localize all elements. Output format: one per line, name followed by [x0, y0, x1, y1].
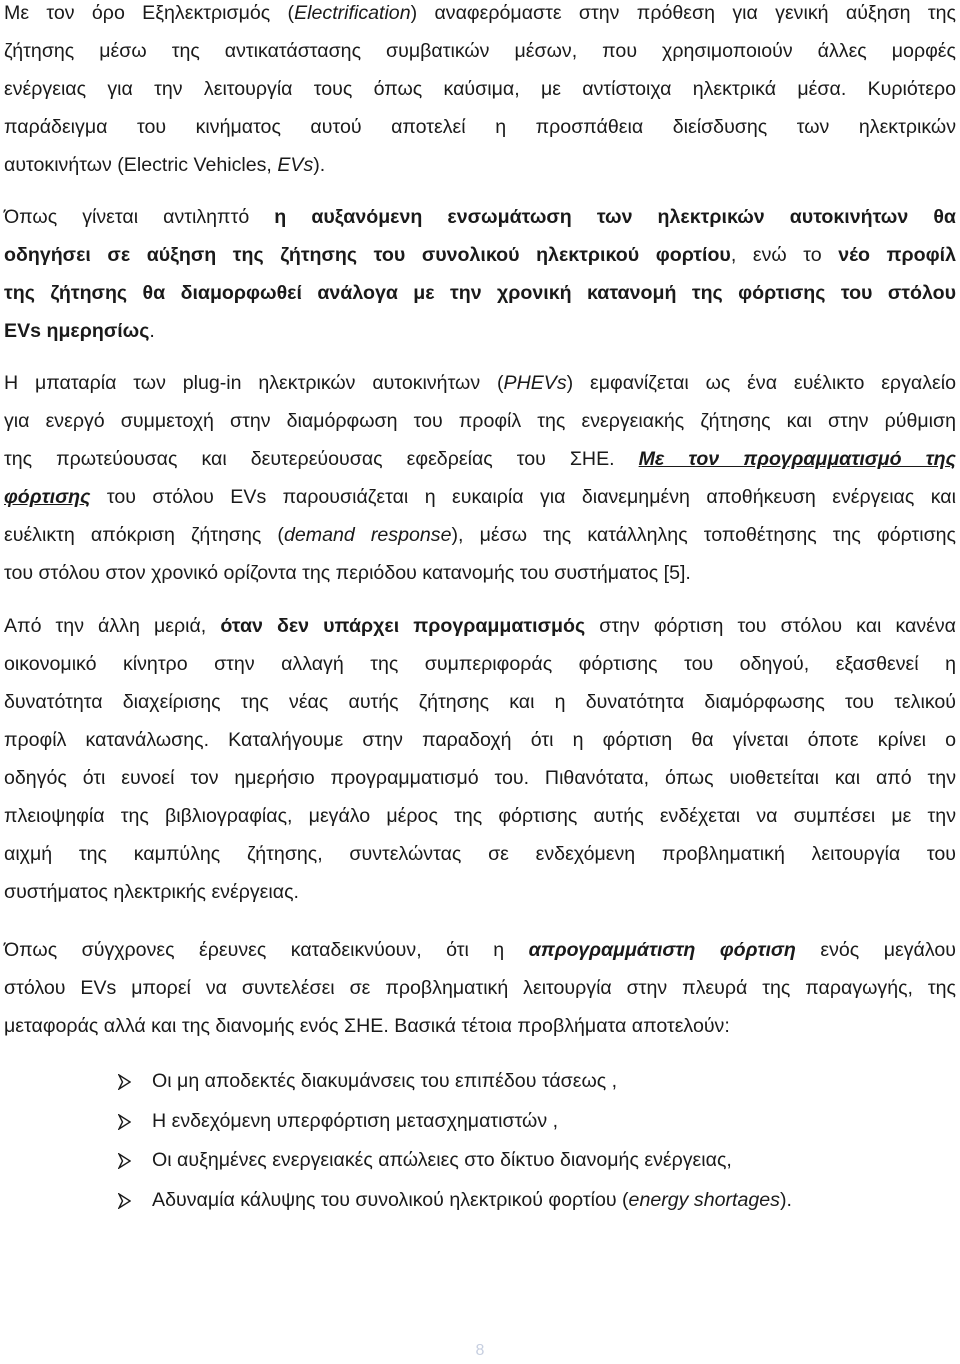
paragraph-unscheduled-charging — [4, 931, 956, 1045]
paragraph-electrification — [4, 0, 956, 184]
text-run: Η ενδεχόμενη υπερφόρτιση μετασχηματιστών , — [152, 1109, 559, 1132]
text-run: οδηγήσει σε αύξηση της ζήτησης του συνολικού ηλεκτρικού φορτίου — [4, 244, 731, 266]
text-line — [4, 440, 956, 478]
text-run: αυτοκινήτων (Electric Vehicles, — [4, 154, 278, 176]
text-line — [4, 364, 956, 402]
text-run: απρογραμμάτιστη φόρτιση — [528, 939, 796, 961]
text-run: της ζήτησης θα διαμορφωθεί ανάλογα με την χρονική κατανομή της φόρτισης του στόλου — [4, 282, 956, 304]
text-line — [4, 0, 956, 32]
text-line — [4, 312, 956, 350]
text-run: Όπως σύγχρονες έρευνες καταδεικνύουν, ότι η — [4, 939, 529, 961]
text-line — [4, 554, 956, 592]
text-run: για ενεργό συμμετοχή στην διαμόρφωση του προφίλ της ενεργειακής ζήτησης και στην ρύθμιση — [4, 410, 956, 432]
text-run: ενός μεγάλου — [795, 939, 956, 961]
text-line — [4, 32, 956, 70]
text-line — [4, 236, 956, 274]
text-line — [4, 402, 956, 440]
text-line — [4, 759, 956, 797]
text-run: demand response — [283, 524, 452, 546]
text-run: energy shortages — [628, 1188, 780, 1211]
text-run: παράδειγμα του κινήματος αυτού αποτελεί η προσπάθεια διείσδυσης των ηλεκτρικών — [4, 116, 956, 138]
text-run: ενέργειας για την λειτουργία τους όπως καύσιμα, με αντίστοιχα ηλεκτρικά μέσα. Κυριότερο — [4, 78, 956, 100]
text-line — [4, 516, 956, 554]
arrowhead-bullet-icon — [118, 1193, 131, 1209]
text-run: EVs — [277, 154, 314, 176]
text-run: δυνατότητα διαχείρισης της νέας αυτής ζήτησης και η δυνατότητα διαμόρφωσης του τελικού — [4, 691, 956, 713]
text-line — [4, 873, 956, 911]
text-run: ). — [313, 154, 326, 176]
text-run: ) εμφανίζεται ως ένα ευέλικτο εργαλείο — [566, 372, 956, 394]
text-line — [4, 797, 956, 835]
text-run: ζήτησης μέσω της αντικατάστασης συμβατικών μέσων, που χρησιμοποιούν άλλες μορφές — [4, 40, 956, 62]
text-run: Οι μη αποδεκτές διακυμάνσεις του επιπέδου τάσεως , — [152, 1070, 618, 1092]
text-run: Electrification — [294, 2, 411, 24]
problem-list-item — [0, 1062, 960, 1102]
text-run: οδηγός ότι ευνοεί τον ημερήσιο προγραμματισμό του. Πιθανότατα, όπως υιοθετείται και από την — [4, 767, 956, 789]
text-run: οικονομικό κίνητρο στην αλλαγή της συμπεριφοράς φόρτισης του οδηγού, εξασθενεί η — [4, 653, 956, 675]
arrowhead-bullet-icon — [118, 1074, 131, 1090]
text-run: ευέλικτη απόκριση ζήτησης ( — [4, 524, 284, 546]
text-run: φόρτισης — [4, 486, 91, 508]
problem-list-item — [0, 1102, 960, 1142]
text-run: Οι αυξημένες ενεργειακές απώλειες στο δίκτυο διανομής ενέργειας, — [152, 1149, 732, 1171]
text-run: πλειοψηφία της βιβλιογραφίας, μεγάλο μέρος της φόρτισης αυτής ενδέχεται να συμπέσει με την — [4, 805, 956, 827]
text-line — [4, 274, 956, 312]
problem-list-item-text — [152, 1102, 558, 1142]
paragraph-no-scheduling — [4, 607, 956, 911]
text-run: του στόλου EVs παρουσιάζεται η ευκαιρία για διανεμημένη αποθήκευση ενέργειας και — [90, 486, 956, 508]
text-line — [4, 835, 956, 873]
text-line — [4, 478, 956, 516]
text-run: συστήματος ηλεκτρικής ενέργειας. — [4, 881, 299, 903]
text-line — [4, 969, 956, 1007]
text-line — [4, 198, 956, 236]
page-number: 8 — [475, 1342, 485, 1359]
text-run: μεταφοράς αλλά και της διανομής ενός ΣΗΕ. Βασικά τέτοια προβλήματα αποτελούν: — [4, 1015, 730, 1037]
text-run: ) αναφερόμαστε στην πρόθεση για γενική αύξηση της — [410, 2, 956, 24]
arrowhead-bullet-icon — [118, 1114, 131, 1130]
paragraph-ev-integration — [4, 198, 956, 350]
problem-list-item — [0, 1181, 960, 1221]
text-run: PHEVs — [503, 372, 567, 394]
text-run: Όπως γίνεται αντιληπτό — [4, 206, 275, 228]
text-run: της πρωτεύουσας και δευτερεύουσας εφεδρείας του ΣΗΕ. — [4, 448, 639, 470]
text-run: του στόλου στον χρονικό ορίζοντα της περιόδου κατανομής του συστήματος [5]. — [4, 562, 691, 584]
problem-list-item-text — [152, 1062, 617, 1102]
text-run: , ενώ το — [730, 244, 839, 266]
text-run: ). — [779, 1188, 792, 1211]
text-line — [4, 607, 956, 645]
text-line — [4, 1007, 956, 1045]
text-run: Από την άλλη μεριά, — [4, 615, 221, 637]
text-line — [4, 70, 956, 108]
text-run: όταν δεν υπάρχει προγραμματισμός — [220, 615, 586, 637]
text-run: νέο προφίλ — [838, 244, 956, 266]
problem-list-item — [0, 1141, 960, 1181]
text-run: Η μπαταρία των plug-in ηλεκτρικών αυτοκινήτων ( — [4, 372, 504, 394]
text-run: η αυξανόμενη ενσωμάτωση των ηλεκτρικών αυτοκινήτων θα — [274, 206, 956, 228]
text-run: ), μέσω της κατάλληλης τοποθέτησης της φόρτισης — [451, 524, 956, 546]
text-run: Αδυναμία κάλυψης του συνολικού ηλεκτρικού φορτίου ( — [152, 1188, 629, 1211]
text-run: στόλου EVs μπορεί να συντελέσει σε προβληματική λειτουργία στην πλευρά της παραγωγής, της — [4, 977, 956, 999]
problem-list-item-text — [152, 1141, 732, 1181]
text-run: Με τον προγραμματισμό της — [638, 448, 956, 470]
text-run: EVs ημερησίως — [4, 320, 150, 342]
text-run: προφίλ κατανάλωσης. Καταλήγουμε στην παραδοχή ότι η φόρτιση θα γίνεται όποτε κρίνει ο — [4, 729, 956, 751]
text-line — [4, 108, 956, 146]
arrowhead-bullet-icon — [118, 1153, 131, 1169]
text-line — [4, 645, 956, 683]
text-run: στην φόρτιση του στόλου και κανένα — [585, 615, 956, 637]
problem-list-item-text — [152, 1181, 792, 1221]
text-line — [4, 931, 956, 969]
text-run: Με τον όρο Εξηλεκτρισμός ( — [4, 2, 295, 24]
problem-list — [0, 1062, 960, 1220]
text-line — [4, 721, 956, 759]
text-run: αιχμή της καμπύλης ζήτησης, συντελώντας σε ενδεχόμενη προβληματική λειτουργία του — [4, 843, 956, 865]
paragraph-phev-battery — [4, 364, 956, 592]
text-line — [4, 146, 956, 184]
text-run: . — [149, 320, 155, 342]
text-line — [4, 683, 956, 721]
